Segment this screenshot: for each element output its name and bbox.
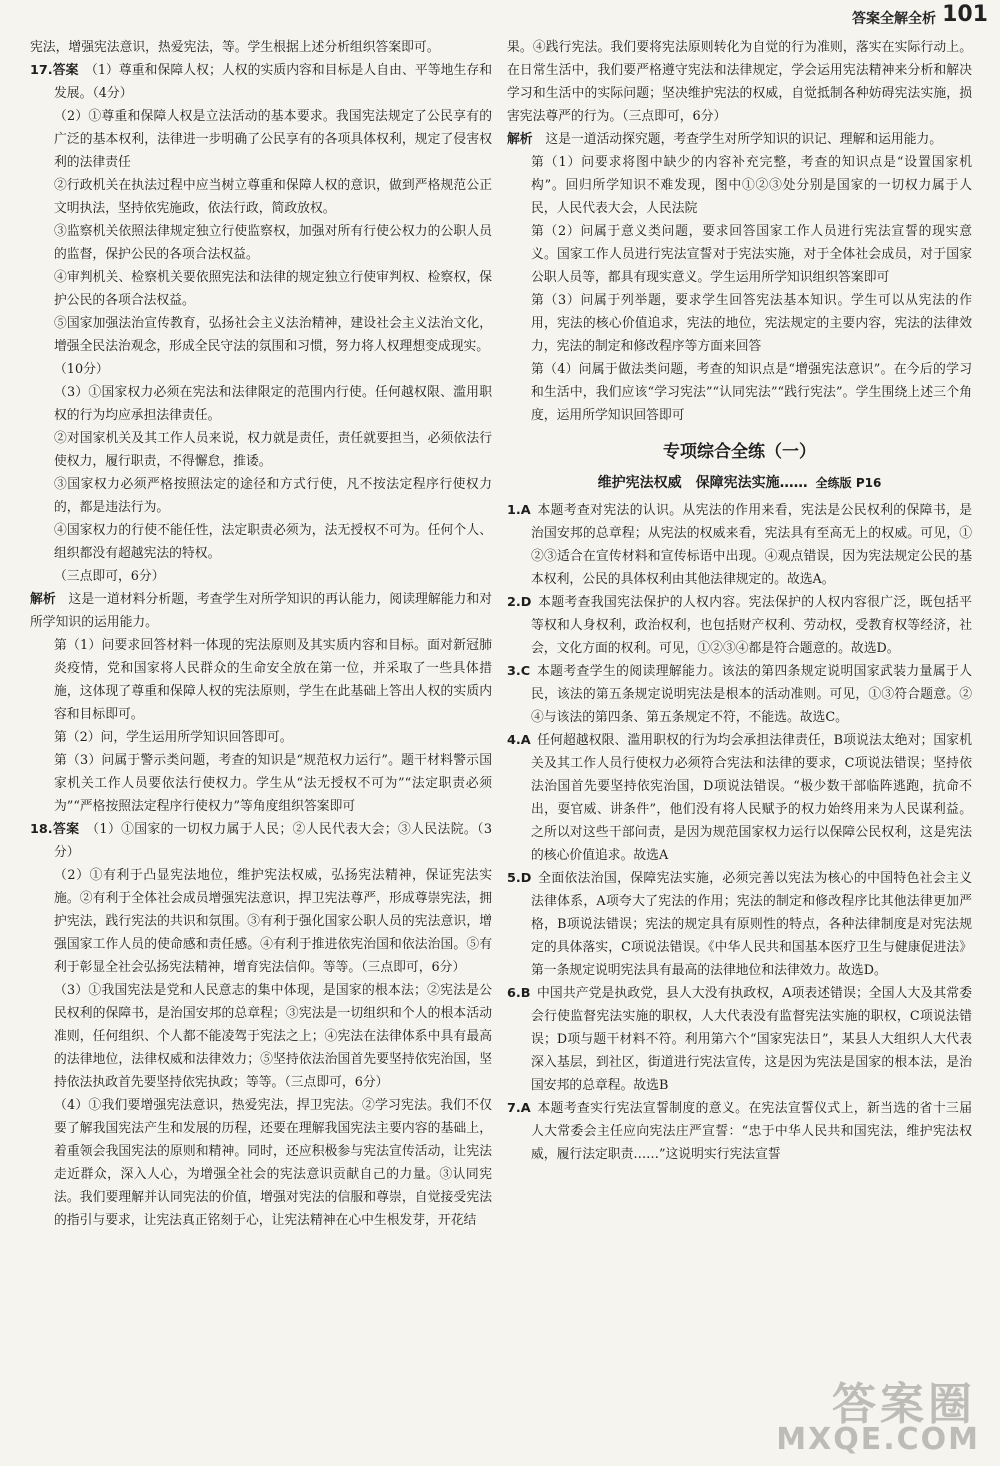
answer-paragraph	[507, 151, 972, 220]
paragraph-text: 第（2）问属于意义类问题，要求回答国家工作人员进行宪法宣誓的现实意义。国家工作人员进行宪法宣誓对于宪法实施，对于全体社会成员，对于国家公职人员等，都具有现实意义。学生运用所学知识组织答案即可	[531, 224, 972, 285]
answer-paragraph	[30, 634, 492, 726]
answer-paragraph	[30, 749, 492, 818]
choice-answer-item	[507, 591, 972, 660]
paragraph-text: ②行政机关在执法过程中应当树立尊重和保障人权的意识，做到严格规范公正文明执法，坚持依宪施政，依法行政，简政放权。	[54, 178, 492, 216]
left-column	[30, 36, 492, 1232]
question-number: 18.	[30, 822, 53, 837]
answer-list	[507, 499, 972, 1166]
answer-paragraph	[30, 726, 492, 749]
paragraph-text: （3）①国家权力必须在宪法和法律限定的范围内行使。任何越权限、滥用职权的行为均应承担法律责任。	[54, 385, 492, 423]
paragraph-text: 本题考查对宪法的认识。从宪法的作用来看，宪法是公民权利的保障书，是治国安邦的总章程；从宪法的权威来看，宪法具有至高无上的权威。可见，①②③适合在宣传材料和宣传标语中出现。④观点错误，因为宪法规定公民的基本权利，公民的具体权利由其他法律规定的。故选A。	[531, 503, 972, 587]
answer-paragraph	[30, 220, 492, 266]
answer-paragraph	[30, 36, 492, 59]
choice-answer-item	[507, 1097, 972, 1166]
paragraph-text: 第（1）问要求回答材料一体现的宪法原则及其实质内容和目标。面对新冠肺炎疫情，党和国家将人民群众的生命安全放在第一位，并采取了一些具体措施，这体现了尊重和保障人权的宪法原则，学生在此基础上答出人权的实质内容和目标即可。	[54, 638, 492, 722]
answer-paragraph	[30, 864, 492, 979]
paragraph-text: （3）①我国宪法是党和人民意志的集中体现，是国家的根本法；②宪法是公民权利的保障书，是治国安邦的总章程；③宪法是一切组织和个人的根本活动准则，任何组织、个人都不能凌驾于宪法之上；④宪法在法律体系中具有最高的法律地位，法律权威和法律效力；⑤坚持依法治国首先要坚持依宪治国，坚持依法执政首先要坚持依宪执政；等等。（三点即可，6分）	[54, 983, 492, 1090]
answer-label: 答案	[52, 822, 93, 837]
answer-paragraph	[30, 381, 492, 427]
paragraph-text: ③国家权力必须严格按照法定的途径和方式行使，凡不按法定程序行使权力的，都是违法行为。	[54, 477, 492, 515]
section-title: 专项综合全练（一）	[663, 442, 816, 462]
paragraph-text: （4）①我们要增强宪法意识，热爱宪法，捍卫宪法。②学习宪法。我们不仅要了解我国宪法产生和发展的历程，还要在理解我国宪法主要内容的基础上，着重领会我国宪法的原则和精神。同时，还应积极参与宪法宣传活动，让宪法走近群众，深入人心，为增强全社会的宪法意识贡献自己的力量。③认同宪法。我们要理解并认同宪法的价值，增强对宪法的信服和尊崇，自觉接受宪法的指引与要求，让宪法真正铭刻于心，让宪法精神在心中生根发芽，开花结	[54, 1098, 492, 1228]
answer-paragraph	[30, 1094, 492, 1232]
answer-paragraph	[507, 289, 972, 358]
paragraph-text: 本题考查我国宪法保护的人权内容。宪法保护的人权内容很广泛，既包括平等权和人身权利，政治权利，也包括财产权利、劳动权，受教育权等经济，社会，文化方面的权利。可见，①②③④都是符合题意的。故选D。	[531, 595, 972, 656]
paragraph-text: 中国共产党是执政党，县人大没有执政权，A项表述错误；全国人大及其常委会行使监督宪法实施的职权，人大代表没有监督宪法实施的职权，C项说法错误；D项与题干材料不符。利用第六个“国家宪法日”，某县人大组织人大代表深入基层，到社区，街道进行宪法宣传，这是因为宪法是国家的根本法，是治国安邦的总章程。故选B	[531, 986, 972, 1093]
question-number: 3.C	[507, 664, 537, 679]
answer-paragraph	[30, 105, 492, 174]
paragraph-text: 第（3）问属于警示类问题，考查的知识是“规范权力运行”。题干材料警示国家机关工作人员要依法行使权力。学生从“法无授权不可为”“法定职责必须为”“严格按照法定程序行使权力”等角度组织答案即可	[54, 753, 492, 814]
watermark-logo	[736, 1368, 986, 1460]
paragraph-text: ②对国家机关及其工作人员来说，权力就是责任，责任就要担当，必须依法行使权力，履行职责，不得懈怠，推诿。	[54, 431, 492, 469]
answer-paragraph	[507, 220, 972, 289]
paragraph-text: 本题考查学生的阅读理解能力。该法的第四条规定说明国家武装力量属于人民，该法的第五条规定说明宪法是根本的活动准则。可见，①③符合题意。②④与该法的第四条、第五条规定不符，不能选。故选C。	[531, 664, 972, 725]
paragraph-text: ④审判机关、检察机关要依照宪法和法律的规定独立行使审判权、检察权，保护公民的各项合法权益。	[54, 270, 492, 308]
answer-label: 答案	[52, 63, 92, 78]
paragraph-text: ⑤国家加强法治宣传教育，弘扬社会主义法治精神，建设社会主义法治文化，增强全民法治观念，形成全民守法的氛围和习惯，努力将人权理想变成现实。	[54, 316, 492, 354]
watermark-domain: MXQE.COM	[776, 1422, 980, 1457]
answer-paragraph	[30, 473, 492, 519]
paragraph-text: （2）①有利于凸显宪法地位，维护宪法权威，弘扬宪法精神，保证宪法实施。②有利于全体社会成员增强宪法意识，捍卫宪法尊严，形成尊崇宪法，拥护宪法，践行宪法的共识和氛围。③有利于强化国家公职人员的宪法意识，增强国家工作人员的使命感和责任感。④有利于推进依宪治国和依法治国。⑤有利于彰显全社会弘扬宪法精神，增育宪法信仰。等等。（三点即可，6分）	[54, 868, 492, 975]
question-number: 17.	[30, 63, 53, 78]
question-number: 4.A	[507, 733, 538, 748]
answer-paragraph	[30, 59, 492, 105]
paragraph-text: （1）①国家的一切权力属于人民；②人民代表大会；③人民法院。（3分）	[54, 822, 493, 860]
right-column-continuation	[507, 36, 972, 427]
choice-answer-item	[507, 499, 972, 591]
answer-label: 解析	[30, 592, 69, 607]
paragraph-text: （1）尊重和保障人权；人权的实质内容和目标是人自由、平等地生存和发展。（4分）	[54, 63, 493, 101]
answer-label: 解析	[507, 132, 546, 147]
section-subtitle	[507, 471, 972, 495]
paragraph-text: （10分）	[54, 362, 109, 377]
paragraph-text: （2）①尊重和保障人权是立法活动的基本要求。我国宪法规定了公民享有的广泛的基本权利，法律进一步明确了公民享有的各项具体权利，规定了侵害权利的法律责任	[54, 109, 492, 170]
question-number: 6.B	[507, 986, 537, 1001]
answer-paragraph	[30, 174, 492, 220]
answer-paragraph	[30, 312, 492, 358]
paragraph-text: 宪法，增强宪法意识，热爱宪法，等。学生根据上述分析组织答案即可。	[30, 40, 440, 55]
page-number: 101	[942, 2, 988, 27]
question-number: 7.A	[507, 1101, 538, 1116]
paragraph-text: 第（4）问属于做法类问题，考查的知识点是“增强宪法意识”。在今后的学习和生活中，我们应该“学习宪法”“认同宪法”“践行宪法”。学生围绕上述三个角度，运用所学知识回答即可	[531, 362, 972, 423]
paragraph-text: 这是一道材料分析题，考查学生对所学知识的再认能力，阅读理解能力和对所学知识的运用能力。	[30, 592, 493, 630]
paragraph-text: ③监察机关依照法律规定独立行使监察权，加强对所有行使公权力的公职人员的监督，保护公民的各项合法权益。	[54, 224, 492, 262]
answer-paragraph	[30, 427, 492, 473]
answer-paragraph	[30, 266, 492, 312]
watermark-text: 答案圈	[832, 1379, 976, 1430]
choice-answer-item	[507, 660, 972, 729]
paragraph-text: 任何超越权限、滥用职权的行为均会承担法律责任，B项说法太绝对；国家机关及其工作人员行使权力必须符合宪法和法律的要求，C项说法错误；坚持依法治国首先要坚持依宪治国，D项说法错误。“极少数干部临阵逃跑，抗命不出，耍官威、讲条件”，他们没有将人民赋予的权力始终用来为人民谋利益。之所以对这些干部问责，是因为规范国家权力运行以保障公民权利，这是宪法的核心价值追求。故选A	[531, 733, 972, 863]
answer-paragraph	[30, 565, 492, 588]
page-header	[0, 2, 1000, 30]
answer-paragraph	[507, 128, 972, 151]
paragraph-text: （三点即可，6分）	[54, 569, 165, 584]
paragraph-text: 第（2）问，学生运用所学知识回答即可。	[54, 730, 293, 745]
paragraph-text: 本题考查实行宪法宣誓制度的意义。在宪法宣誓仪式上，新当选的省十三届人大常委会主任应向宪法庄严宣誓：“忠于中华人民共和国宪法，维护宪法权威，履行法定职责……”这说明实行宪法宣誓	[531, 1101, 972, 1162]
question-number: 2.D	[507, 595, 538, 610]
question-number: 1.A	[507, 503, 538, 518]
choice-answer-item	[507, 982, 972, 1097]
paragraph-text: 果。④践行宪法。我们要将宪法原则转化为自觉的行为准则，落实在实际行动上。在日常生活中，我们要严格遵守宪法和法律规定，学会运用宪法精神来分析和解决学习和生活中的实际问题；坚决维护宪法的权威，自觉抵制各种妨碍宪法实施，损害宪法尊严的行为。（三点即可，6分）	[507, 40, 972, 124]
paragraph-text: 第（1）问要求将图中缺少的内容补充完整，考查的知识点是“设置国家机构”。回归所学知识不难发现，图中①②③处分别是国家的一切权力属于人民，人民代表大会，人民法院	[531, 155, 972, 216]
answer-paragraph	[30, 588, 492, 634]
choice-answer-item	[507, 867, 972, 982]
question-number: 5.D	[507, 871, 538, 886]
section-subtitle-text: 维护宪法权威 保障宪法实施……	[597, 475, 808, 491]
right-column	[507, 36, 972, 1166]
paragraph-text: 第（3）问属于列举题，要求学生回答宪法基本知识。学生可以从宪法的作用，宪法的核心价值追求，宪法的地位，宪法规定的主要内容，宪法的法律效力，宪法的制定和修改程序等方面来回答	[531, 293, 972, 354]
answer-paragraph	[507, 36, 972, 128]
answer-paragraph	[30, 519, 492, 565]
choice-answer-item	[507, 729, 972, 867]
answer-paragraph	[30, 358, 492, 381]
section-page-ref: 全练版 P16	[815, 476, 882, 490]
answer-paragraph	[30, 979, 492, 1094]
header-title: 答案全解全析	[852, 11, 936, 27]
answer-paragraph	[507, 358, 972, 427]
paragraph-text: ④国家权力的行使不能任性，法定职责必须为，法无授权不可为。任何个人、组织都没有超越宪法的特权。	[54, 523, 492, 561]
answer-paragraph	[30, 818, 492, 864]
paragraph-text: 全面依法治国，保障宪法实施，必须完善以宪法为核心的中国特色社会主义法律体系，A项夸大了宪法的作用；宪法的制定和修改程序比其他法律更加严格，B项说法错误；宪法的规定具有原则性的特点，各种法律制度是对宪法规定的具体落实，C项说法错误。《中华人民共和国基本医疗卫生与健康促进法》第一条规定说明宪法具有最高的法律地位和法律效力。故选D。	[531, 871, 972, 978]
paragraph-text: 这是一道活动探究题，考查学生对所学知识的识记、理解和运用能力。	[545, 132, 943, 147]
